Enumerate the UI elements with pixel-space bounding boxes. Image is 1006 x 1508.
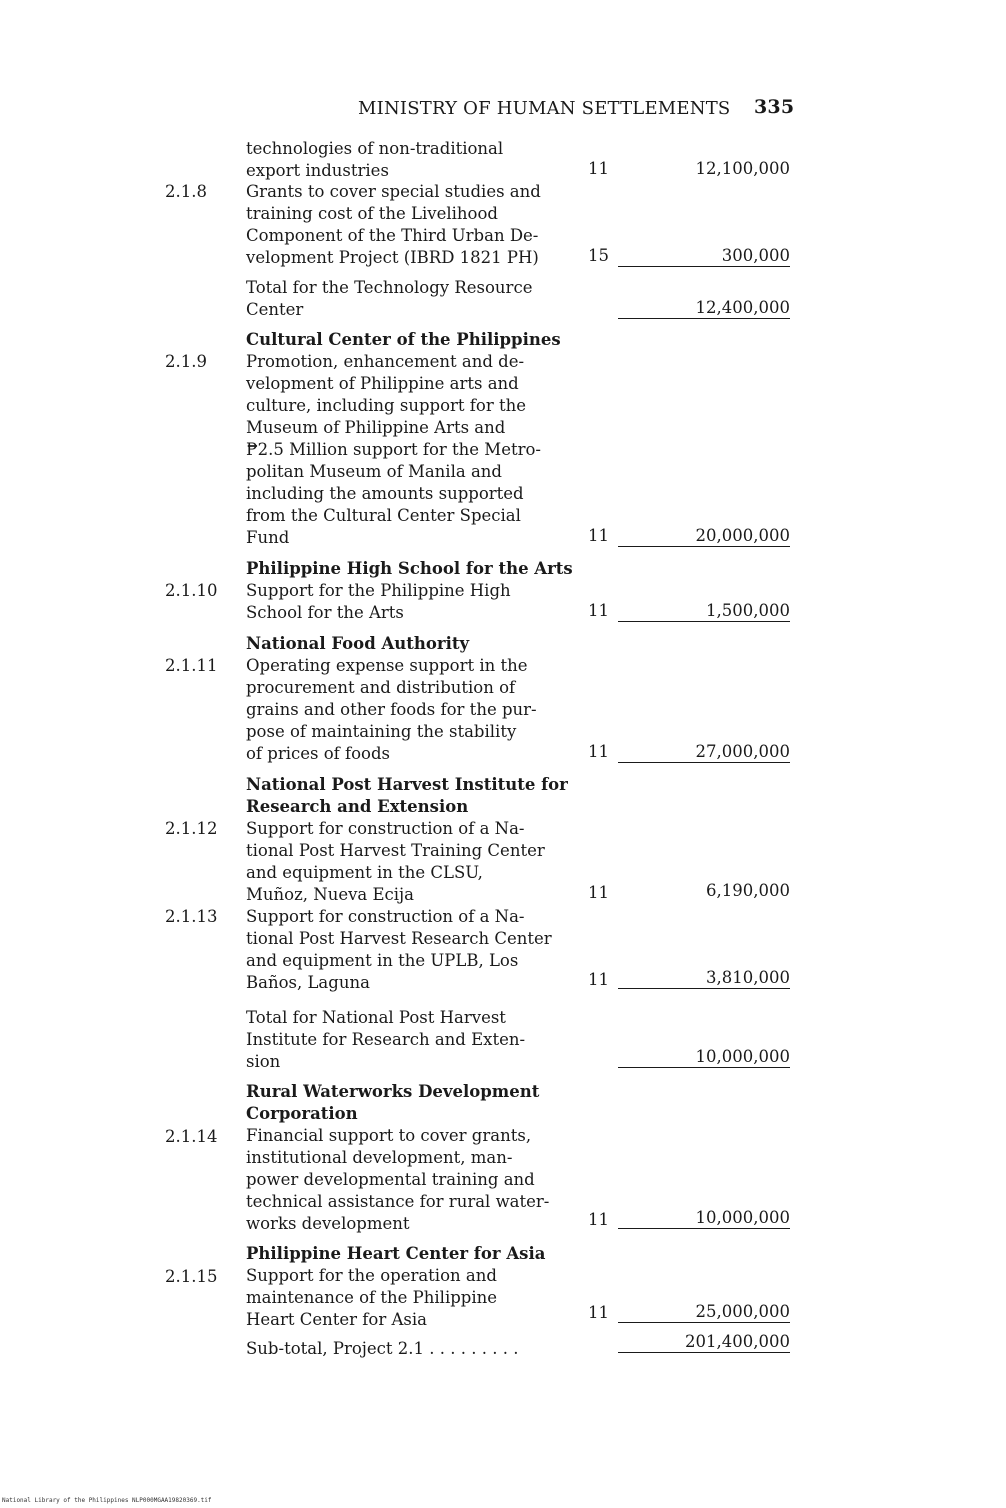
entry-line: Heart Center for Asia xyxy=(246,1310,427,1329)
agency-heading: Research and Extension xyxy=(246,797,469,816)
entry-line: Museum of Philippine Arts and xyxy=(246,418,506,437)
amount: 10,000,000 xyxy=(618,1208,790,1229)
entry-line: pose of maintaining the stability xyxy=(246,722,517,741)
entry-line: velopment of Philippine arts and xyxy=(246,374,519,393)
item-code: 2.1.11 xyxy=(165,656,218,675)
entry-line: politan Museum of Manila and xyxy=(246,462,502,481)
entry-line: from the Cultural Center Special xyxy=(246,506,521,525)
entry-line: Support for construction of a Na- xyxy=(246,819,525,838)
amount: 20,000,000 xyxy=(618,526,790,547)
entry-line: Financial support to cover grants, xyxy=(246,1126,532,1145)
fund-code: 11 xyxy=(588,1210,609,1229)
amount: 3,810,000 xyxy=(618,968,790,989)
entry-line: grains and other foods for the pur- xyxy=(246,700,537,719)
agency-heading: Philippine High School for the Arts xyxy=(246,559,573,578)
fund-code: 11 xyxy=(588,1303,609,1322)
entry-line: and equipment in the CLSU, xyxy=(246,863,483,882)
item-code: 2.1.12 xyxy=(165,819,218,838)
entry-line: ₱2.5 Million support for the Metro- xyxy=(246,440,541,459)
entry-line: Promotion, enhancement and de- xyxy=(246,352,525,371)
agency-heading: Philippine Heart Center for Asia xyxy=(246,1244,546,1263)
entry-line: power developmental training and xyxy=(246,1170,535,1189)
fund-code: 11 xyxy=(588,970,609,989)
entry-line: Baños, Laguna xyxy=(246,973,370,992)
entry-line: export industries xyxy=(246,161,389,180)
entry-line: procurement and distribution of xyxy=(246,678,516,697)
fund-code: 11 xyxy=(588,742,609,761)
fund-code: 11 xyxy=(588,601,609,620)
entry-line: Support for the operation and xyxy=(246,1266,497,1285)
fund-code: 15 xyxy=(588,246,609,265)
entry-line: Muñoz, Nueva Ecija xyxy=(246,885,415,904)
entry-line: technologies of non-traditional xyxy=(246,139,504,158)
fund-code: 11 xyxy=(588,883,609,902)
scan-footer: National Library of the Philippines NLP000MGAA19820369.tif xyxy=(2,1497,212,1504)
agency-heading: Rural Waterworks Development xyxy=(246,1082,540,1101)
entry-line: sion xyxy=(246,1052,281,1071)
agency-heading: National Food Authority xyxy=(246,634,470,653)
amount: 1,500,000 xyxy=(618,601,790,622)
entry-line: Grants to cover special studies and xyxy=(246,182,541,201)
entry-line: Support for the Philippine High xyxy=(246,581,511,600)
agency-heading: National Post Harvest Institute for xyxy=(246,775,568,794)
amount: 300,000 xyxy=(618,246,790,267)
entry-line: culture, including support for the xyxy=(246,396,526,415)
item-code: 2.1.8 xyxy=(165,182,207,201)
amount: 27,000,000 xyxy=(618,742,790,763)
entry-line: Operating expense support in the xyxy=(246,656,528,675)
amount: 25,000,000 xyxy=(618,1302,790,1323)
item-code: 2.1.15 xyxy=(165,1267,218,1286)
item-code: 2.1.14 xyxy=(165,1127,218,1146)
amount: 10,000,000 xyxy=(618,1047,790,1068)
entry-line: institutional development, man- xyxy=(246,1148,513,1167)
page-number: 335 xyxy=(754,96,795,118)
fund-code: 11 xyxy=(588,159,609,178)
entry-line: including the amounts supported xyxy=(246,484,524,503)
entry-line: Sub-total, Project 2.1 . . . . . . . . . xyxy=(246,1339,519,1358)
entry-line: Support for construction of a Na- xyxy=(246,907,525,926)
item-code: 2.1.10 xyxy=(165,581,218,600)
item-code: 2.1.9 xyxy=(165,352,207,371)
page-title: MINISTRY OF HUMAN SETTLEMENTS xyxy=(358,98,731,119)
entry-line: Institute for Research and Exten- xyxy=(246,1030,526,1049)
entry-line: works development xyxy=(246,1214,410,1233)
amount: 12,400,000 xyxy=(618,298,790,319)
entry-line: Component of the Third Urban De- xyxy=(246,226,539,245)
entry-line: Fund xyxy=(246,528,290,547)
entry-line: maintenance of the Philippine xyxy=(246,1288,498,1307)
entry-line: technical assistance for rural water- xyxy=(246,1192,550,1211)
entry-line: School for the Arts xyxy=(246,603,404,622)
entry-line: Total for National Post Harvest xyxy=(246,1008,506,1027)
entry-line: velopment Project (IBRD 1821 PH) xyxy=(246,248,539,267)
amount: 12,100,000 xyxy=(695,159,790,178)
entry-line: Center xyxy=(246,300,304,319)
entry-line: tional Post Harvest Research Center xyxy=(246,929,552,948)
page-header xyxy=(358,96,795,119)
entry-line: of prices of foods xyxy=(246,744,391,763)
amount: 6,190,000 xyxy=(706,881,790,900)
entry-line: Total for the Technology Resource xyxy=(246,278,533,297)
agency-heading: Corporation xyxy=(246,1104,358,1123)
entry-line: training cost of the Livelihood xyxy=(246,204,498,223)
item-code: 2.1.13 xyxy=(165,907,218,926)
entry-line: and equipment in the UPLB, Los xyxy=(246,951,519,970)
entry-line: tional Post Harvest Training Center xyxy=(246,841,545,860)
amount: 201,400,000 xyxy=(618,1332,790,1353)
agency-heading: Cultural Center of the Philippines xyxy=(246,330,561,349)
fund-code: 11 xyxy=(588,526,609,545)
